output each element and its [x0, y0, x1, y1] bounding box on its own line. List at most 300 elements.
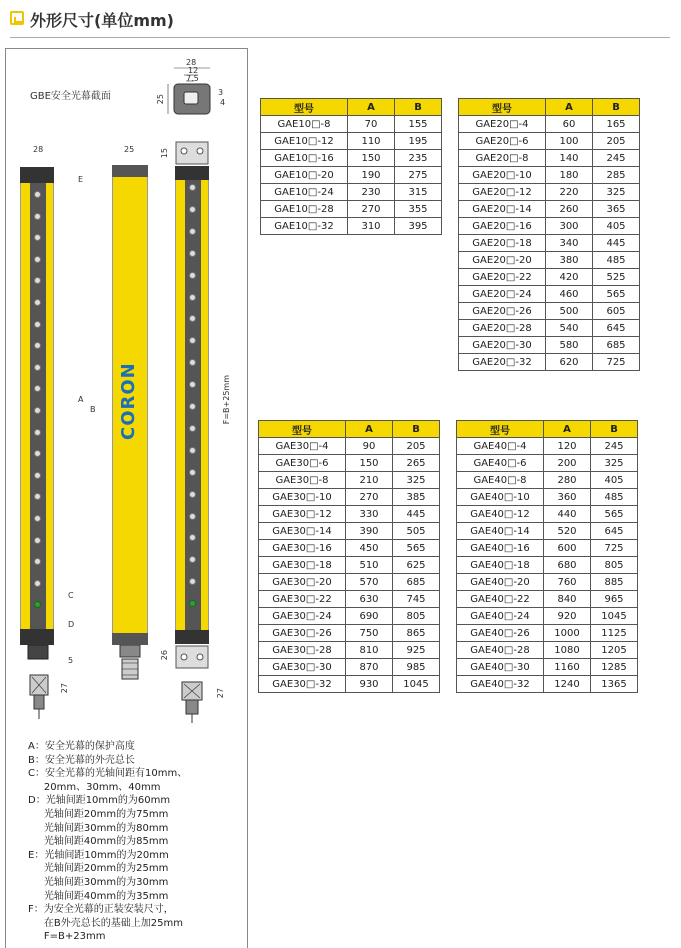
- beam-dot: [189, 272, 196, 279]
- value-a-cell: 150: [348, 150, 395, 167]
- value-b-cell: 645: [593, 320, 640, 337]
- value-a-cell: 330: [346, 506, 393, 523]
- model-cell: GAE40□-32: [457, 676, 544, 693]
- table-row: [459, 116, 640, 133]
- value-a-cell: 460: [546, 286, 593, 303]
- dim-top-height: 25: [156, 94, 165, 105]
- column-header: 型号: [459, 99, 546, 116]
- table-header-row: [459, 99, 640, 116]
- table-row: [457, 438, 638, 455]
- table-row: [459, 167, 640, 184]
- model-cell: GAE30□-18: [259, 557, 346, 574]
- value-a-cell: 90: [346, 438, 393, 455]
- table-row: [457, 472, 638, 489]
- beam-dot: [34, 515, 41, 522]
- value-a-cell: 690: [346, 608, 393, 625]
- value-b-cell: 605: [593, 303, 640, 320]
- model-cell: GAE20□-4: [459, 116, 546, 133]
- model-cell: GAE40□-20: [457, 574, 544, 591]
- beam-dot: [189, 250, 196, 257]
- table-row: [259, 676, 440, 693]
- mounting-bracket-bottom: [174, 644, 210, 670]
- column-header: B: [593, 99, 640, 116]
- model-cell: GAE20□-16: [459, 218, 546, 235]
- beam-dot: [189, 228, 196, 235]
- mounting-bracket-top: [174, 140, 210, 166]
- table-row: [457, 574, 638, 591]
- table-row: [459, 303, 640, 320]
- table-row: [457, 489, 638, 506]
- spec-table-gae10: [260, 98, 442, 235]
- column-header: A: [346, 421, 393, 438]
- value-a-cell: 630: [346, 591, 393, 608]
- value-b-cell: 725: [593, 354, 640, 371]
- table-row: [259, 574, 440, 591]
- spec-table-gae30: [258, 420, 440, 693]
- value-b-cell: 565: [593, 286, 640, 303]
- value-a-cell: 420: [546, 269, 593, 286]
- model-cell: GAE40□-30: [457, 659, 544, 676]
- value-a-cell: 620: [546, 354, 593, 371]
- value-b-cell: 315: [395, 184, 442, 201]
- document-icon: [10, 11, 24, 25]
- table-row: [457, 591, 638, 608]
- value-b-cell: 685: [593, 337, 640, 354]
- dim-5: 5: [68, 656, 74, 665]
- dim-top-small: 7.5: [186, 74, 199, 83]
- model-cell: GAE30□-16: [259, 540, 346, 557]
- model-cell: GAE30□-10: [259, 489, 346, 506]
- dim-left-width: 28: [33, 145, 44, 154]
- dim-top-inner: 12: [188, 66, 199, 75]
- table-row: [459, 320, 640, 337]
- value-b-cell: 1285: [591, 659, 638, 676]
- value-b-cell: 285: [593, 167, 640, 184]
- column-header: B: [591, 421, 638, 438]
- value-b-cell: 365: [593, 201, 640, 218]
- value-a-cell: 580: [546, 337, 593, 354]
- value-a-cell: 570: [346, 574, 393, 591]
- value-b-cell: 685: [393, 574, 440, 591]
- model-cell: GAE30□-24: [259, 608, 346, 625]
- column-header: B: [395, 99, 442, 116]
- model-cell: GAE30□-14: [259, 523, 346, 540]
- table-row: [457, 659, 638, 676]
- column-header: 型号: [457, 421, 544, 438]
- legend-item: 光轴间距30mm的为80mm: [28, 822, 169, 834]
- page-title: 外形尺寸(单位mm): [30, 11, 174, 30]
- value-a-cell: 220: [546, 184, 593, 201]
- model-cell: GAE20□-22: [459, 269, 546, 286]
- model-cell: GAE30□-22: [259, 591, 346, 608]
- cross-section-drawing: [160, 58, 240, 122]
- value-a-cell: 1240: [544, 676, 591, 693]
- table-row: [261, 201, 442, 218]
- model-cell: GAE40□-14: [457, 523, 544, 540]
- dim-C: C: [68, 591, 74, 600]
- model-cell: GAE20□-14: [459, 201, 546, 218]
- table-row: [457, 642, 638, 659]
- table-header-row: [457, 421, 638, 438]
- dim-left-27: 27: [60, 683, 69, 694]
- value-a-cell: 100: [546, 133, 593, 150]
- value-a-cell: 1080: [544, 642, 591, 659]
- dim-middle-width: 25: [124, 145, 135, 154]
- dim-top-r2: 4: [220, 98, 226, 107]
- value-b-cell: 565: [591, 506, 638, 523]
- model-cell: GAE40□-22: [457, 591, 544, 608]
- legend-item: E：光轴间距10mm的为20mm: [28, 849, 169, 861]
- value-b-cell: 985: [393, 659, 440, 676]
- model-cell: GAE10□-12: [261, 133, 348, 150]
- value-b-cell: 565: [393, 540, 440, 557]
- value-b-cell: 805: [591, 557, 638, 574]
- table-row: [259, 506, 440, 523]
- mount-view-connector: [176, 674, 212, 724]
- value-a-cell: 380: [546, 252, 593, 269]
- model-cell: GAE10□-24: [261, 184, 348, 201]
- beam-dot: [34, 472, 41, 479]
- model-cell: GAE30□-20: [259, 574, 346, 591]
- model-cell: GAE40□-12: [457, 506, 544, 523]
- legend-item: 光轴间距40mm的为35mm: [28, 890, 169, 902]
- table-row: [457, 455, 638, 472]
- table-row: [459, 252, 640, 269]
- model-cell: GAE30□-6: [259, 455, 346, 472]
- model-cell: GAE20□-12: [459, 184, 546, 201]
- value-b-cell: 395: [395, 218, 442, 235]
- legend: [28, 740, 187, 944]
- table-row: [457, 608, 638, 625]
- dim-B: B: [90, 405, 96, 414]
- beam-dot: [189, 425, 196, 432]
- value-a-cell: 870: [346, 659, 393, 676]
- table-row: [459, 235, 640, 252]
- beam-dot: [189, 206, 196, 213]
- value-a-cell: 140: [546, 150, 593, 167]
- column-header: A: [546, 99, 593, 116]
- beam-dot: [34, 364, 41, 371]
- value-b-cell: 155: [395, 116, 442, 133]
- value-b-cell: 745: [393, 591, 440, 608]
- table-row: [259, 540, 440, 557]
- value-b-cell: 355: [395, 201, 442, 218]
- value-a-cell: 200: [544, 455, 591, 472]
- value-b-cell: 165: [593, 116, 640, 133]
- value-b-cell: 405: [591, 472, 638, 489]
- beam-dot: [189, 294, 196, 301]
- table-row: [459, 184, 640, 201]
- value-b-cell: 505: [393, 523, 440, 540]
- table-row: [459, 269, 640, 286]
- model-cell: GAE10□-8: [261, 116, 348, 133]
- dim-E: E: [78, 175, 84, 184]
- value-a-cell: 510: [346, 557, 393, 574]
- value-b-cell: 245: [591, 438, 638, 455]
- value-b-cell: 385: [393, 489, 440, 506]
- table-row: [459, 286, 640, 303]
- table-row: [459, 218, 640, 235]
- beam-dot: [34, 537, 41, 544]
- value-b-cell: 525: [593, 269, 640, 286]
- beam-dot: [34, 256, 41, 263]
- value-a-cell: 540: [546, 320, 593, 337]
- value-b-cell: 325: [591, 455, 638, 472]
- model-cell: GAE40□-6: [457, 455, 544, 472]
- table-row: [259, 455, 440, 472]
- value-a-cell: 360: [544, 489, 591, 506]
- dim-right-27: 27: [216, 688, 225, 699]
- table-row: [459, 354, 640, 371]
- value-a-cell: 270: [348, 201, 395, 218]
- value-a-cell: 750: [346, 625, 393, 642]
- column-header: 型号: [261, 99, 348, 116]
- model-cell: GAE40□-10: [457, 489, 544, 506]
- table-row: [457, 676, 638, 693]
- table-row: [259, 489, 440, 506]
- value-b-cell: 805: [393, 608, 440, 625]
- legend-item: A：安全光幕的保护高度: [28, 741, 135, 752]
- beam-dot: [189, 447, 196, 454]
- value-a-cell: 180: [546, 167, 593, 184]
- value-a-cell: 500: [546, 303, 593, 320]
- value-b-cell: 1365: [591, 676, 638, 693]
- value-a-cell: 390: [346, 523, 393, 540]
- beam-dot: [34, 580, 41, 587]
- legend-item: D：光轴间距10mm的为60mm: [28, 795, 171, 807]
- table-row: [259, 659, 440, 676]
- value-b-cell: 205: [593, 133, 640, 150]
- table-row: [259, 523, 440, 540]
- mount-view-top-cap: [175, 166, 209, 180]
- model-cell: GAE20□-32: [459, 354, 546, 371]
- front-view-top-cap: [20, 167, 54, 183]
- model-cell: GAE30□-28: [259, 642, 346, 659]
- value-b-cell: 195: [395, 133, 442, 150]
- model-cell: GAE10□-16: [261, 150, 348, 167]
- title-bar: [10, 5, 670, 38]
- dim-A: A: [78, 395, 84, 404]
- value-a-cell: 230: [348, 184, 395, 201]
- model-cell: GAE20□-28: [459, 320, 546, 337]
- model-cell: GAE10□-20: [261, 167, 348, 184]
- model-cell: GAE20□-26: [459, 303, 546, 320]
- column-header: A: [544, 421, 591, 438]
- legend-item: 光轴间距30mm的为30mm: [28, 876, 169, 888]
- dim-D: D: [68, 620, 75, 629]
- model-cell: GAE20□-20: [459, 252, 546, 269]
- table-row: [261, 184, 442, 201]
- dim-26: 26: [160, 650, 169, 661]
- model-cell: GAE40□-28: [457, 642, 544, 659]
- beam-dot: [34, 429, 41, 436]
- front-view-connector: [22, 645, 62, 720]
- model-cell: GAE30□-32: [259, 676, 346, 693]
- value-a-cell: 310: [348, 218, 395, 235]
- value-b-cell: 1045: [591, 608, 638, 625]
- model-cell: GAE30□-30: [259, 659, 346, 676]
- dim-top-r1: 3: [218, 88, 224, 97]
- dim-right-15: 15: [160, 148, 169, 159]
- table-row: [259, 557, 440, 574]
- dim-top-width: 28: [186, 58, 197, 67]
- value-b-cell: 485: [593, 252, 640, 269]
- value-b-cell: 235: [395, 150, 442, 167]
- table-row: [459, 337, 640, 354]
- table-header-row: [261, 99, 442, 116]
- model-cell: GAE30□-26: [259, 625, 346, 642]
- value-b-cell: 405: [593, 218, 640, 235]
- table-row: [259, 591, 440, 608]
- value-b-cell: 205: [393, 438, 440, 455]
- value-a-cell: 600: [544, 540, 591, 557]
- model-cell: GAE30□-12: [259, 506, 346, 523]
- model-cell: GAE40□-24: [457, 608, 544, 625]
- value-a-cell: 1000: [544, 625, 591, 642]
- table-row: [259, 625, 440, 642]
- model-cell: GAE20□-18: [459, 235, 546, 252]
- table-row: [459, 150, 640, 167]
- value-b-cell: 645: [591, 523, 638, 540]
- table-row: [457, 523, 638, 540]
- value-a-cell: 840: [544, 591, 591, 608]
- column-header: B: [393, 421, 440, 438]
- spec-table-gae20: [458, 98, 640, 371]
- model-cell: GAE20□-6: [459, 133, 546, 150]
- spec-table-gae40: [456, 420, 638, 693]
- value-b-cell: 1205: [591, 642, 638, 659]
- model-cell: GAE10□-28: [261, 201, 348, 218]
- model-cell: GAE40□-8: [457, 472, 544, 489]
- side-view-top-cap: [112, 165, 148, 177]
- value-b-cell: 965: [591, 591, 638, 608]
- value-b-cell: 1045: [393, 676, 440, 693]
- value-a-cell: 110: [348, 133, 395, 150]
- beam-dot: [189, 184, 196, 191]
- value-b-cell: 445: [393, 506, 440, 523]
- table-header-row: [259, 421, 440, 438]
- model-cell: GAE20□-8: [459, 150, 546, 167]
- value-b-cell: 865: [393, 625, 440, 642]
- value-a-cell: 920: [544, 608, 591, 625]
- table-row: [457, 625, 638, 642]
- beam-dot: [34, 321, 41, 328]
- table-row: [259, 608, 440, 625]
- value-a-cell: 280: [544, 472, 591, 489]
- table-row: [261, 218, 442, 235]
- value-a-cell: 930: [346, 676, 393, 693]
- table-row: [259, 438, 440, 455]
- value-a-cell: 450: [346, 540, 393, 557]
- legend-item: F=B+23mm: [28, 931, 106, 943]
- beam-dot: [34, 407, 41, 414]
- beam-dot: [189, 491, 196, 498]
- model-cell: GAE10□-32: [261, 218, 348, 235]
- table-row: [261, 116, 442, 133]
- value-b-cell: 1125: [591, 625, 638, 642]
- table-row: [459, 201, 640, 218]
- beam-dot: [34, 213, 41, 220]
- legend-item: F：为安全光幕的正装安装尺寸，: [28, 904, 174, 916]
- legend-item: 20mm、30mm、40mm: [28, 781, 161, 793]
- beam-dot: [189, 513, 196, 520]
- beam-dot: [189, 403, 196, 410]
- value-a-cell: 1160: [544, 659, 591, 676]
- beam-dot: [34, 299, 41, 306]
- model-cell: GAE30□-4: [259, 438, 346, 455]
- value-b-cell: 885: [591, 574, 638, 591]
- value-b-cell: 325: [593, 184, 640, 201]
- value-b-cell: 625: [393, 557, 440, 574]
- legend-item: 光轴间距20mm的为75mm: [28, 808, 169, 820]
- value-a-cell: 440: [544, 506, 591, 523]
- side-view-bottom-cap: [112, 633, 148, 645]
- table-row: [259, 642, 440, 659]
- value-b-cell: 245: [593, 150, 640, 167]
- value-b-cell: 265: [393, 455, 440, 472]
- table-row: [259, 472, 440, 489]
- value-a-cell: 120: [544, 438, 591, 455]
- model-cell: GAE40□-4: [457, 438, 544, 455]
- value-a-cell: 680: [544, 557, 591, 574]
- mount-view-bottom-cap: [175, 630, 209, 644]
- value-a-cell: 190: [348, 167, 395, 184]
- beam-dot: [34, 191, 41, 198]
- model-cell: GAE20□-24: [459, 286, 546, 303]
- value-b-cell: 275: [395, 167, 442, 184]
- value-a-cell: 300: [546, 218, 593, 235]
- table-row: [261, 167, 442, 184]
- value-a-cell: 270: [346, 489, 393, 506]
- table-row: [261, 133, 442, 150]
- value-a-cell: 760: [544, 574, 591, 591]
- dim-F: F=B+25mm: [222, 375, 231, 425]
- value-a-cell: 340: [546, 235, 593, 252]
- model-cell: GAE40□-18: [457, 557, 544, 574]
- table-row: [261, 150, 442, 167]
- value-b-cell: 445: [593, 235, 640, 252]
- legend-item: B：安全光幕的外壳总长: [28, 754, 135, 766]
- table-row: [457, 557, 638, 574]
- value-b-cell: 725: [591, 540, 638, 557]
- model-cell: GAE40□-26: [457, 625, 544, 642]
- table-row: [457, 506, 638, 523]
- model-cell: GAE20□-30: [459, 337, 546, 354]
- value-a-cell: 520: [544, 523, 591, 540]
- value-a-cell: 60: [546, 116, 593, 133]
- value-b-cell: 925: [393, 642, 440, 659]
- value-b-cell: 485: [591, 489, 638, 506]
- column-header: A: [348, 99, 395, 116]
- value-a-cell: 70: [348, 116, 395, 133]
- section-label: GBE安全光幕截面: [30, 91, 111, 102]
- model-cell: GAE20□-10: [459, 167, 546, 184]
- brand-logo: CORON: [118, 362, 139, 440]
- value-a-cell: 260: [546, 201, 593, 218]
- front-view-bottom-cap: [20, 629, 54, 645]
- column-header: 型号: [259, 421, 346, 438]
- value-b-cell: 325: [393, 472, 440, 489]
- legend-item: 在B外壳总长的基础上加25mm: [28, 917, 183, 929]
- value-a-cell: 150: [346, 455, 393, 472]
- table-row: [457, 540, 638, 557]
- model-cell: GAE40□-16: [457, 540, 544, 557]
- legend-item: 光轴间距20mm的为25mm: [28, 863, 169, 875]
- legend-item: 光轴间距40mm的为85mm: [28, 836, 169, 848]
- legend-item: C：安全光幕的光轴间距有10mm、: [28, 768, 188, 780]
- side-view-connector: [112, 645, 148, 685]
- model-cell: GAE30□-8: [259, 472, 346, 489]
